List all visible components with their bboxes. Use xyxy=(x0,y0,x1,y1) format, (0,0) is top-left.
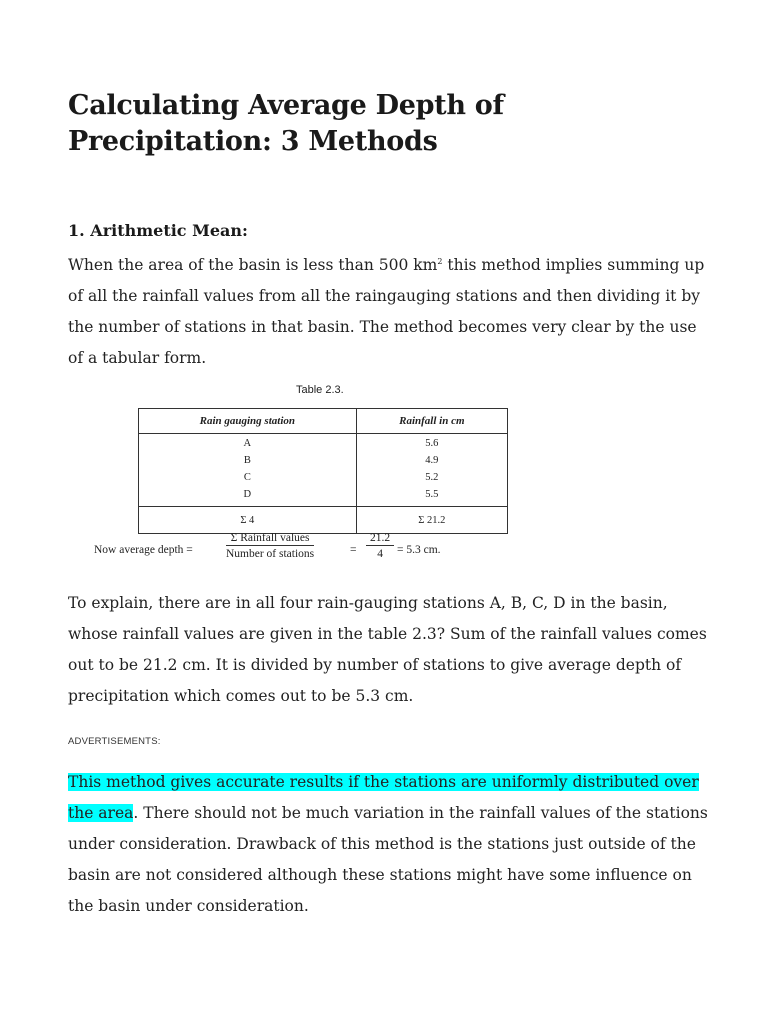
article xyxy=(68,88,708,922)
table-cell: B xyxy=(139,452,357,469)
table-caption: Table 2.3. xyxy=(296,384,344,396)
table-row xyxy=(139,434,508,453)
table-row xyxy=(139,469,508,486)
highlighted-text: This method gives accurate results if the stations are uniformly distributed over the area xyxy=(68,773,699,822)
formula-denominator-2: 4 xyxy=(377,548,383,560)
formula-denominator-1: Number of stations xyxy=(226,548,315,560)
table-row xyxy=(139,452,508,469)
paragraph-explanation: To explain, there are in all four rain-gauging stations A, B, C, D in the basin, whose rainfall values are given in the table 2.3? Sum of the rainfall values comes out to be 21.2 cm. It is divided by number of stations to give average depth of precipitation which comes out to be 5.3 cm. xyxy=(68,594,707,705)
formula-lhs: Now average depth = xyxy=(94,544,193,556)
formula-fraction-2 xyxy=(366,532,394,560)
rainfall-table xyxy=(138,408,508,534)
paragraph-intro xyxy=(68,246,708,374)
table-cell: A xyxy=(139,434,357,453)
table-row xyxy=(139,486,508,507)
table-cell: 5.6 xyxy=(356,434,507,453)
advertisements-label: ADVERTISEMENTS: xyxy=(68,736,161,747)
table-cell: 5.2 xyxy=(356,469,507,486)
formula-numerator-1: Σ Rainfall values xyxy=(226,532,314,546)
table-cell: C xyxy=(139,469,357,486)
page-title: Calculating Average Depth of Precipitation: 3 Methods xyxy=(68,90,504,157)
paragraph-accuracy xyxy=(68,767,708,922)
paragraph-accuracy-rest: . There should not be much variation in the rainfall values of the stations under consideration. Drawback of this method is the stations just outside of the basin are not considered although these stations might have some influence on the basin under consideration. xyxy=(68,804,708,915)
formula-fraction-1 xyxy=(226,532,314,560)
table-cell: D xyxy=(139,486,357,507)
paragraph-intro-text-2: this method implies summing up of all the rainfall values from all the raingauging stations and then dividing it by the number of stations in that basin. The method becomes very clear by the use of a tabular form. xyxy=(68,256,705,367)
col-header-rainfall: Rainfall in cm xyxy=(356,409,507,434)
table-sum-row xyxy=(139,507,508,534)
table-header-row xyxy=(139,409,508,434)
superscript-2: 2 xyxy=(437,257,443,266)
paragraph-intro-text-1: When the area of the basin is less than 500 km xyxy=(68,256,438,274)
table-figure xyxy=(68,384,708,584)
average-depth-formula xyxy=(94,532,514,572)
formula-result: = 5.3 cm. xyxy=(397,544,441,556)
table-cell-sum-stations: Σ 4 xyxy=(139,507,357,534)
section-heading-arithmetic-mean: 1. Arithmetic Mean: xyxy=(68,221,248,240)
table-cell: 4.9 xyxy=(356,452,507,469)
formula-equals: = xyxy=(350,544,357,556)
table-cell: 5.5 xyxy=(356,486,507,507)
formula-numerator-2: 21.2 xyxy=(366,532,394,546)
col-header-station: Rain gauging station xyxy=(139,409,357,434)
table-cell-sum-rainfall: Σ 21.2 xyxy=(356,507,507,534)
